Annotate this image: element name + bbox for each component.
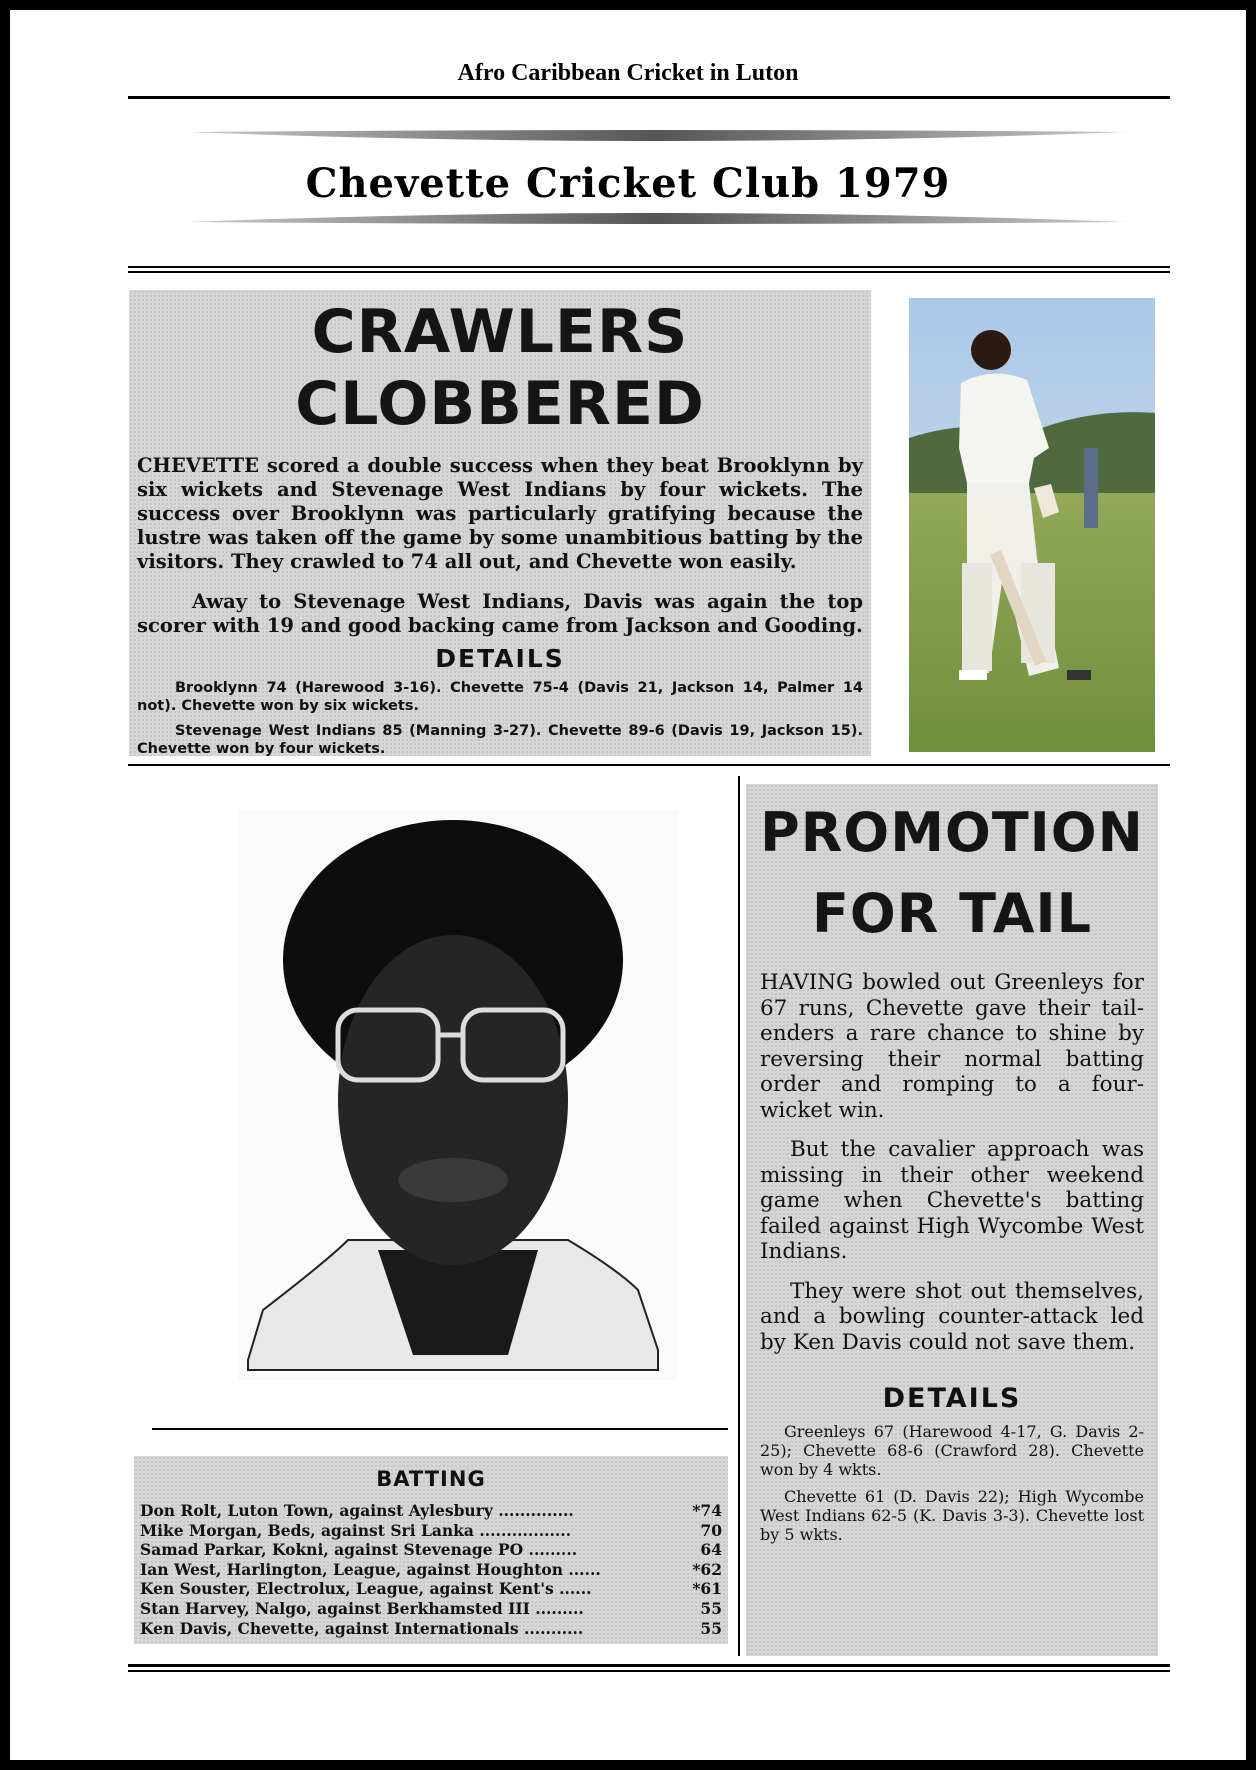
clipping-paragraph: But the cavalier approach was missing in their other weekend game when Chevette's batting failed against High Wycombe West Indians. (760, 1137, 1144, 1264)
batting-row-score: 55 (700, 1598, 722, 1618)
clipping-headline: CRAWLERS CLOBBERED (295, 297, 705, 439)
clipping-paragraph: Away to Stevenage West Indians, Davis was again the top scorer with 19 and good backing came from Jackson and Gooding. (137, 590, 863, 637)
match-detail: Chevette 61 (D. Davis 22); High Wycombe West Indians 62-5 (K. Davis 3-3). Chevette lost by 5 wkts. (760, 1487, 1144, 1544)
batting-row-name: Mike Morgan, Beds, against Sri Lanka ................. (140, 1520, 572, 1540)
document-header-title: Afro Caribbean Cricket in Luton (457, 60, 799, 86)
section-rule-top-1 (128, 266, 1170, 268)
batting-heading: BATTING (376, 1467, 486, 1491)
footer-rule-1 (128, 1664, 1170, 1667)
match-detail: Brooklynn 74 (Harewood 3-16). Chevette 75-4 (Davis 21, Jackson 14, Palmer 14 not). Chevette won by six wickets. (137, 680, 863, 714)
batting-row-score: *61 (692, 1579, 722, 1599)
section-rule-middle (128, 764, 1170, 766)
batting-row-name: Ken Davis, Chevette, against Internationals ........... (140, 1618, 584, 1638)
batting-row-name: Ian West, Harlington, League, against Houghton ...... (140, 1559, 601, 1579)
batting-row (140, 1560, 722, 1580)
header-rule (128, 96, 1170, 99)
details-heading: DETAILS (882, 1383, 1022, 1414)
batting-list (140, 1501, 722, 1638)
top-swoosh (188, 130, 1126, 146)
clipping-headline-line-2: FOR TAIL (811, 882, 1093, 945)
player-portrait-photo (238, 810, 678, 1380)
match-detail: Greenleys 67 (Harewood 4-17, G. Davis 2-25); Chevette 68-6 (Crawford 28). Chevette won by 4 wkts. (760, 1422, 1144, 1479)
column-divider (738, 776, 740, 1656)
bottom-swoosh (188, 208, 1126, 224)
batsman-photo (909, 298, 1155, 752)
footer-rule-2 (128, 1670, 1170, 1672)
batting-row-name: Don Rolt, Luton Town, against Aylesbury .............. (140, 1501, 574, 1520)
clipping-paragraph: CHEVETTE scored a double success when they beat Brooklynn by six wickets and Stevenage West Indians by four wickets. The success over Brooklynn was particularly gratifying because the lustre was taken off the game by some unambitious batting by the visitors. They crawled to 74 all out, and Chevette won easily. (137, 454, 863, 573)
batting-row-score: 55 (700, 1618, 722, 1638)
match-detail: Stevenage West Indians 85 (Manning 3-27). Chevette 89-6 (Davis 19, Jackson 15). Chevette won by four wickets. (137, 723, 863, 757)
batting-rule (152, 1428, 728, 1430)
batting-row-name: Stan Harvey, Nalgo, against Berkhamsted III ......... (140, 1598, 584, 1618)
batting-row (140, 1579, 722, 1599)
batting-clipping (134, 1456, 728, 1644)
batting-row (140, 1599, 722, 1619)
batting-row-name: Samad Parkar, Kokni, against Stevenage PO ......... (140, 1540, 578, 1560)
section-rule-top-2 (128, 271, 1170, 273)
batting-row (140, 1501, 722, 1521)
clipping-paragraph: HAVING bowled out Greenleys for 67 runs, Chevette gave their tail-enders a rare chance to shine by reversing their normal batting order and romping to a four-wicket win. (760, 970, 1144, 1123)
club-title: Chevette Cricket Club 1979 (305, 160, 951, 207)
document-page (10, 10, 1246, 1760)
promotion-for-tail-clipping (746, 784, 1158, 1656)
batting-row (140, 1619, 722, 1639)
batting-row-name: Ken Souster, Electrolux, League, against Kent's ...... (140, 1579, 592, 1599)
batting-row (140, 1540, 722, 1560)
clipping-headline-line-1: PROMOTION (760, 801, 1144, 864)
details-heading: DETAILS (435, 644, 565, 673)
batting-row-score: 64 (700, 1540, 722, 1560)
batting-row (140, 1521, 722, 1541)
clipping-paragraph: They were shot out themselves, and a bowling counter-attack led by Ken Davis could not save them. (760, 1278, 1144, 1355)
batting-row-score: *62 (692, 1559, 722, 1579)
crawlers-clobbered-clipping (129, 290, 871, 756)
batting-row-score: 70 (700, 1520, 722, 1540)
batting-row-score: *74 (692, 1501, 722, 1520)
